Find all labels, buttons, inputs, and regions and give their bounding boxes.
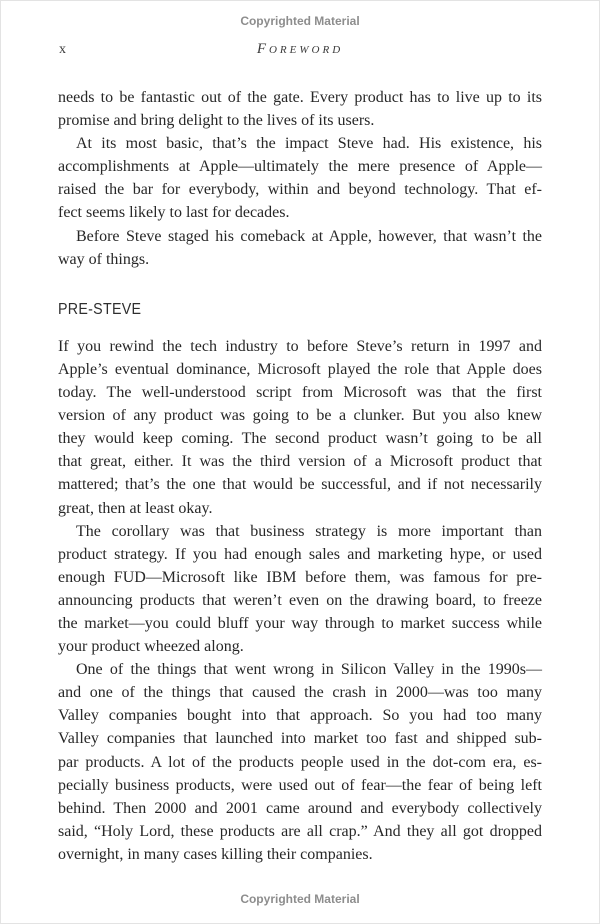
text-line: If you rewind the tech industry to before Steve’s return in 1997 and	[58, 337, 542, 355]
text-line: your product wheezed along.	[58, 638, 244, 656]
paragraph	[58, 658, 542, 866]
text-line: One of the things that went wrong in Silicon Valley in the 1990s—	[76, 661, 542, 679]
text-line: At its most basic, that’s the impact Steve had. His existence, his	[76, 135, 542, 153]
text-line: version of any product was going to be a clunker. But you also knew	[58, 407, 542, 425]
copyright-notice-bottom: Copyrighted Material	[240, 892, 360, 906]
page-number: x	[59, 42, 66, 57]
body-text	[1, 86, 599, 866]
section-heading: PRE-STEVE	[58, 300, 142, 318]
paragraph	[58, 132, 542, 224]
copyright-notice-top: Copyrighted Material	[240, 14, 360, 28]
text-line: that great, either. It was the third version of a Microsoft product that	[58, 453, 542, 471]
text-line: mattered; that’s the one that would be successful, and if not necessarily	[58, 476, 542, 494]
text-line: way of things.	[58, 250, 150, 268]
text-line: fect seems likely to last for decades.	[58, 204, 290, 222]
text-line: product strategy. If you had enough sales and marketing hype, or used	[58, 545, 542, 563]
text-line: Valley companies that launched into market too fast and shipped sub-	[58, 730, 542, 748]
text-line: par products. A lot of the products people used in the dot-com era, es-	[58, 753, 542, 771]
text-line: promise and bring delight to the lives of its users.	[58, 112, 375, 130]
text-line: needs to be fantastic out of the gate. Every product has to live up to its	[58, 89, 542, 106]
text-line: they would keep coming. The second product wasn’t going to be all	[58, 430, 542, 448]
running-head: Foreword	[256, 41, 344, 57]
paragraph	[58, 86, 542, 132]
text-line: behind. Then 2000 and 2001 came around and everybody collectively	[58, 799, 542, 817]
text-line: great, then at least okay.	[58, 499, 213, 517]
text-line: and one of the things that caused the crash in 2000—was too many	[58, 684, 542, 702]
text-line: enough FUD—Microsoft like IBM before them, was famous for pre-	[58, 568, 542, 586]
text-line: today. The well-understood script from Microsoft was that the first	[58, 384, 542, 402]
paragraph	[58, 520, 542, 659]
text-line: The corollary was that business strategy is more important than	[76, 522, 542, 540]
text-line: the market—you could bluff your way through to market success while	[58, 614, 542, 632]
paragraph	[58, 225, 542, 271]
text-line: said, “Holy Lord, these products are all crap.” And they all got dropped	[58, 822, 542, 840]
text-line: Apple’s eventual dominance, Microsoft played the role that Apple does	[58, 360, 542, 378]
text-line: raised the bar for everybody, within and beyond technology. That ef-	[58, 181, 542, 199]
paragraph	[58, 335, 542, 520]
page-header	[1, 41, 599, 59]
text-line: accomplishments at Apple—ultimately the mere presence of Apple—	[58, 158, 542, 176]
text-line: pecially business products, were used out of fear—the fear of being left	[58, 776, 542, 794]
text-line: Before Steve staged his comeback at Apple, however, that wasn’t the	[76, 227, 542, 245]
text-line: overnight, in many cases killing their companies.	[58, 845, 373, 863]
text-line: announcing products that weren’t even on the drawing board, to freeze	[58, 591, 542, 609]
text-line: Valley companies bought into that approach. So you had too many	[58, 707, 542, 725]
